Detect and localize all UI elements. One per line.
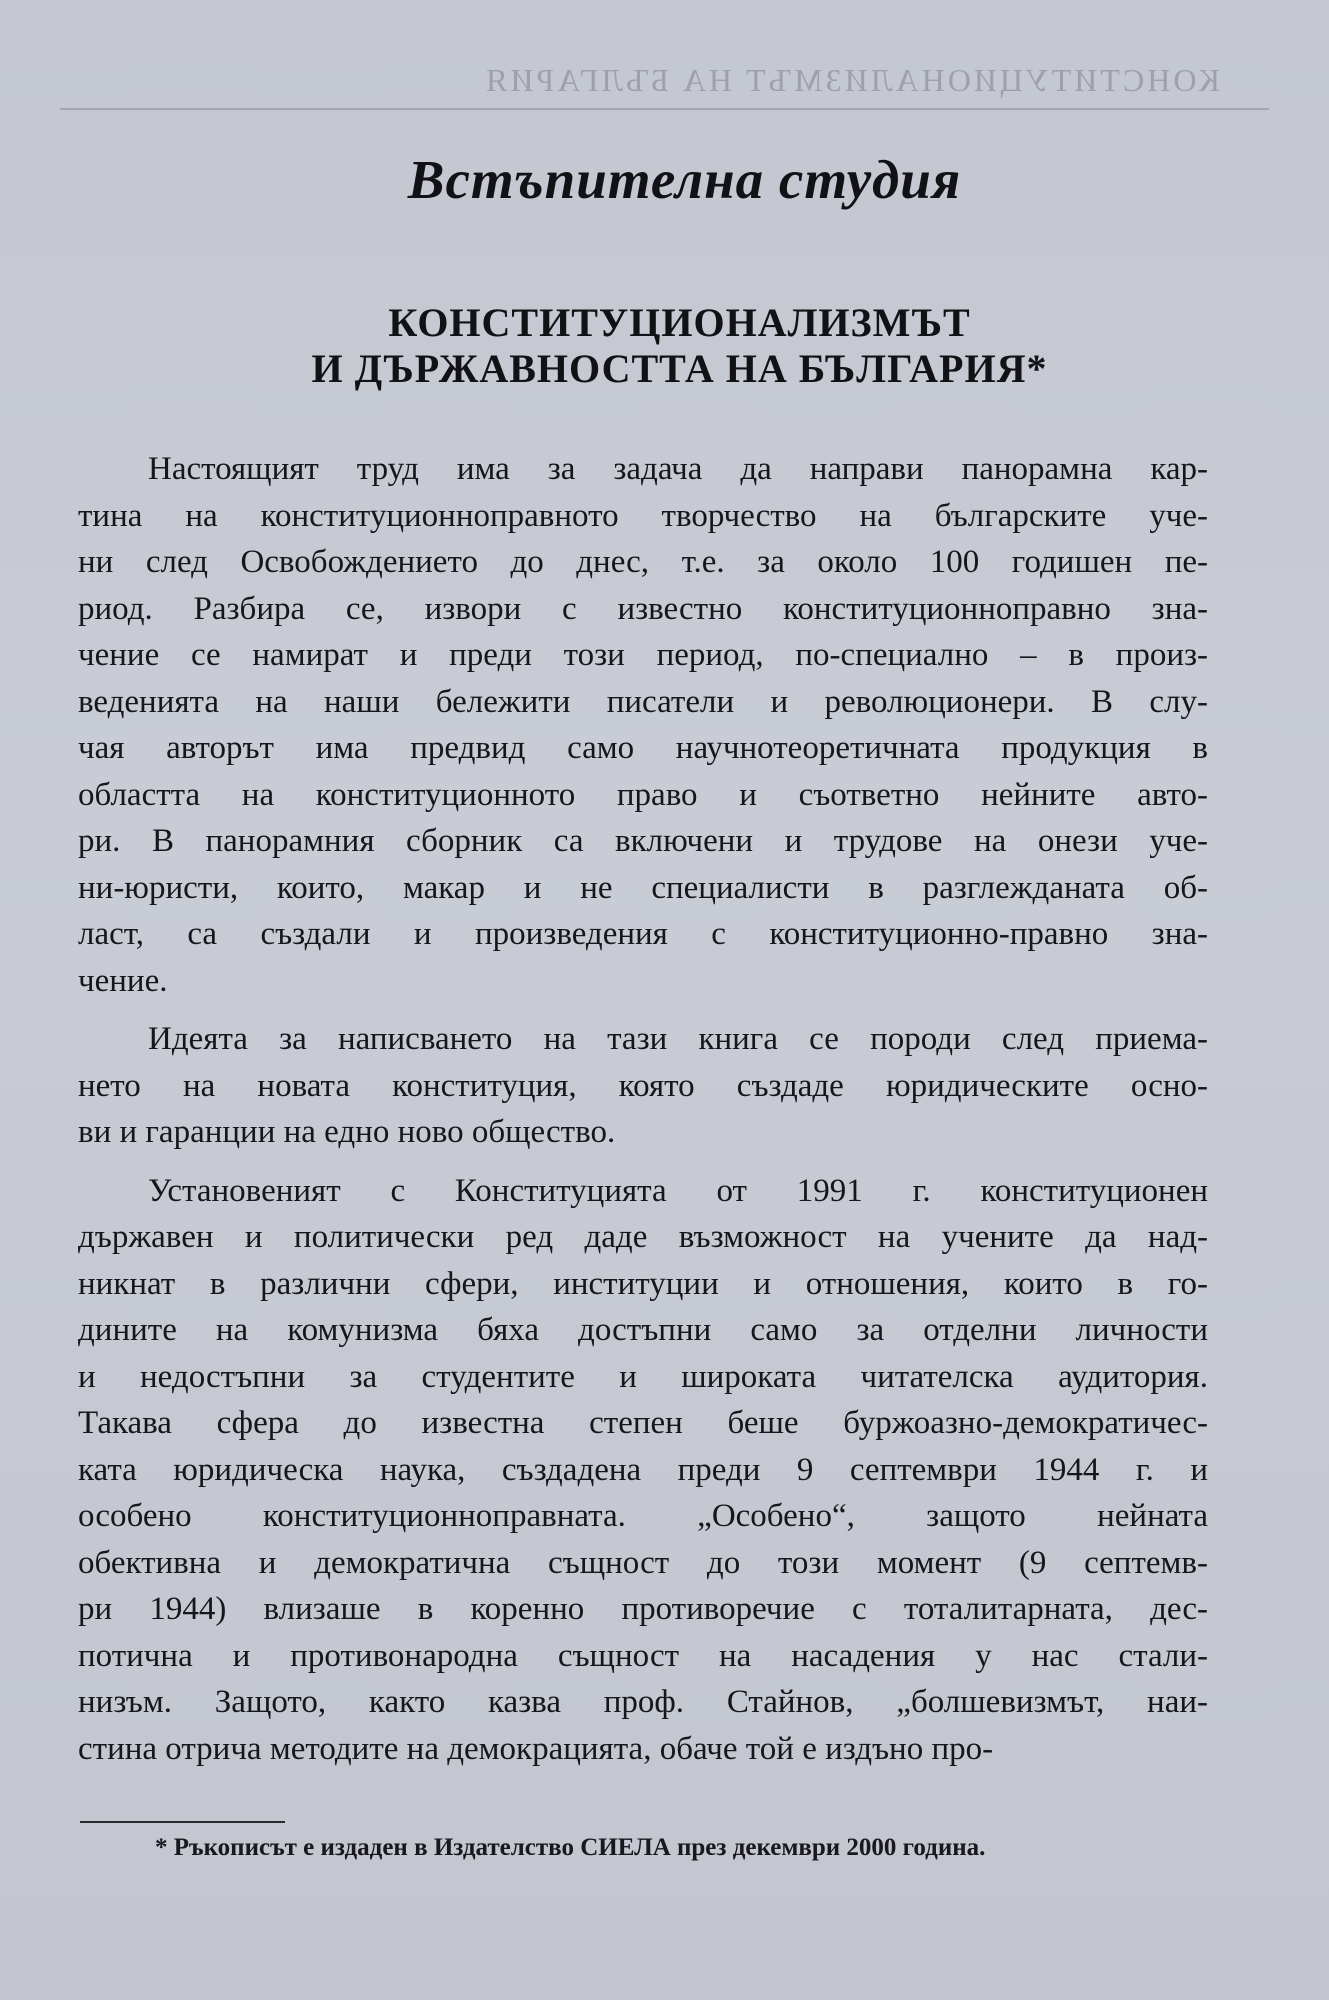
text-line: Идеята за написването на тази книга се породи след приема-	[148, 1021, 1208, 1057]
text-line: чение.	[78, 962, 168, 999]
text-line: чая авторът има предвид само научнотеоретичната продукция в	[78, 730, 1208, 766]
show-through-rule	[60, 108, 1269, 110]
text-line: особено конституционноправната. „Особено“, защото нейната	[78, 1498, 1208, 1534]
text-line: низъм. Защото, както казва проф. Стайнов, „болшевизмът, наи-	[78, 1684, 1208, 1720]
text-line: риод. Разбира се, извори с известно конституционноправно зна-	[78, 590, 1208, 627]
footnote: * Ръкописът е издаден в Издателство СИЕЛА през декември 2000 година.	[155, 1834, 986, 1861]
text-line: държавен и политически ред даде възможност на учените да над-	[78, 1219, 1208, 1255]
text-line: ласт, са създали и произведения с конституционно-правно зна-	[78, 916, 1208, 952]
paragraph	[78, 1168, 1208, 1773]
text-line: Установеният с Конституцията от 1991 г. конституционен	[148, 1172, 1208, 1209]
chapter-title-line-1: КОНСТИТУЦИОНАЛИЗМЪТ	[388, 300, 971, 345]
text-line: веденията на наши бележити писатели и революционери. В слу-	[78, 683, 1208, 720]
paragraph	[78, 1016, 1208, 1156]
section-heading: Встъпителна студия	[407, 149, 962, 210]
paragraph	[78, 446, 1208, 1004]
text-line: ви и гаранции на едно ново общество.	[78, 1114, 616, 1150]
chapter-title	[0, 300, 1329, 392]
chapter-title-line-2: И ДЪРЖАВНОСТТА НА БЪЛГАРИЯ*	[311, 346, 1048, 391]
text-line: Такава сфера до известна степен беше буржоазно-демократичес-	[78, 1405, 1208, 1441]
text-line: дините на комунизма бяха достъпни само за отделни личности	[78, 1312, 1208, 1348]
text-line: потична и противонародна същност на насадения у нас стали-	[78, 1637, 1208, 1674]
text-line: и недостъпни за студентите и широката читателска аудитория.	[78, 1358, 1208, 1395]
text-line: обективна и демократична същност до този момент (9 септемв-	[78, 1544, 1208, 1581]
text-line: тина на конституционноправното творчество на българските уче-	[78, 497, 1208, 534]
show-through-header: КОНСТИТУЦИОНАЛИЗМЪТ НА БЪЛГАРИЯ	[483, 62, 1220, 98]
text-line: ката юридическа наука, създадена преди 9 септември 1944 г. и	[78, 1451, 1208, 1488]
text-line: никнат в различни сфери, институции и отношения, които в го-	[78, 1265, 1208, 1302]
text-line: чение се намират и преди този период, по-специално – в произ-	[78, 637, 1208, 673]
text-line: ни-юристи, които, макар и не специалисти в разглежданата об-	[78, 869, 1208, 906]
text-line: ри 1944) влизаше в коренно противоречие с тоталитарната, дес-	[78, 1591, 1208, 1627]
text-line: ри. В панорамния сборник са включени и трудове на онези уче-	[78, 823, 1208, 859]
text-line: Настоящият труд има за задача да направи панорамна кар-	[148, 451, 1208, 487]
body-text	[78, 446, 1208, 1784]
text-line: нето на новата конституция, която създаде юридическите осно-	[78, 1067, 1208, 1104]
text-line: ни след Освобождението до днес, т.е. за около 100 годишен пе-	[78, 544, 1208, 580]
text-line: стина отрича методите на демокрацията, обаче той е издъно про-	[78, 1730, 994, 1767]
text-line: областта на конституционното право и съответно нейните авто-	[78, 776, 1208, 813]
footnote-rule	[80, 1821, 285, 1823]
